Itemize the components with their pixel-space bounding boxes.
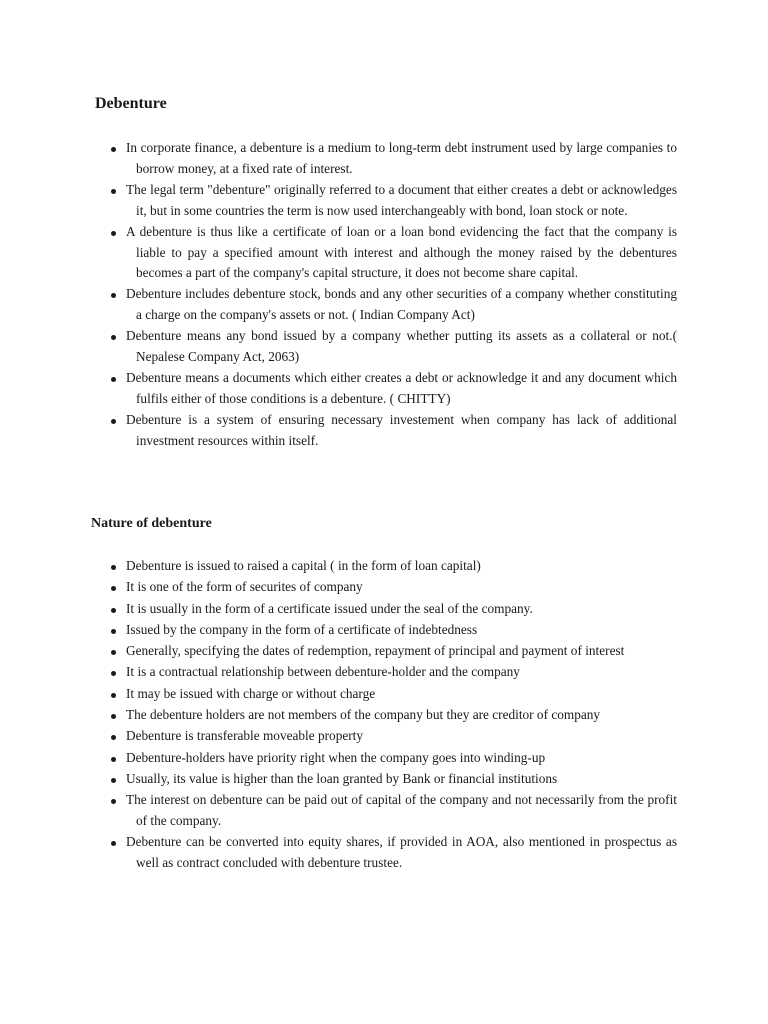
list-item-text: Usually, its value is higher than the loan granted by Bank or financial institutions [126, 770, 558, 786]
list-item-text: A debenture is thus like a certificate of loan or a loan bond evidencing the fact that the company is liable to pay a specified amount with interest and although the money raised by the debentures becomes a part of the company's capital structure, it does not become share capital. [126, 223, 677, 281]
bullet-icon [111, 586, 116, 591]
list-item-text: It is usually in the form of a certificate issued under the seal of the company. [126, 600, 533, 616]
list-item [0, 620, 677, 641]
bullet-icon [111, 565, 116, 570]
section-heading: Nature of debenture [91, 516, 212, 531]
bullet-icon [111, 714, 116, 719]
list-item [0, 180, 677, 222]
list-item-text: It is one of the form of securites of company [126, 579, 363, 595]
bullet-icon [111, 377, 116, 382]
nature-list [0, 556, 768, 874]
list-item [0, 662, 677, 683]
list-item [0, 556, 677, 577]
list-item [0, 326, 677, 368]
list-item [0, 222, 677, 284]
list-item [0, 832, 677, 874]
bullet-icon [111, 841, 116, 846]
list-item-text: Debenture means any bond issued by a company whether putting its assets as a collateral or not.( Nepalese Company Act, 2063) [126, 328, 677, 365]
list-item [0, 684, 677, 705]
list-item-text: Debenture is transferable moveable property [126, 728, 364, 744]
list-item [0, 368, 677, 410]
list-item [0, 748, 677, 769]
list-item [0, 705, 677, 726]
bullet-icon [111, 608, 116, 613]
document-title: Debenture [95, 95, 167, 112]
bullet-icon [111, 650, 116, 655]
bullet-icon [111, 757, 116, 762]
bullet-icon [111, 671, 116, 676]
list-item [0, 138, 677, 180]
bullet-icon [111, 189, 116, 194]
bullet-icon [111, 778, 116, 783]
definition-list [0, 138, 768, 452]
bullet-icon [111, 735, 116, 740]
list-item-text: Debenture means a documents which either creates a debt or acknowledge it and any document which fulfils either of those conditions is a debenture. ( CHITTY) [126, 370, 677, 407]
bullet-icon [111, 147, 116, 152]
list-item [0, 790, 677, 832]
bullet-icon [111, 799, 116, 804]
bullet-icon [111, 693, 116, 698]
list-item-text: In corporate finance, a debenture is a medium to long-term debt instrument used by large companies to borrow money, at a fixed rate of interest. [126, 140, 677, 176]
list-item-text: It is a contractual relationship between debenture-holder and the company [126, 664, 520, 680]
list-item-text: Issued by the company in the form of a certificate of indebtedness [126, 621, 478, 637]
bullet-icon [111, 293, 116, 298]
bullet-icon [111, 231, 116, 236]
list-item [0, 410, 677, 452]
list-item [0, 726, 677, 747]
bullet-icon [111, 335, 116, 340]
list-item-text: The legal term "debenture" originally referred to a document that either creates a debt or acknowledges it, but in some countries the term is now used interchangeably with bond, loan stock or note. [126, 181, 677, 218]
bullet-icon [111, 629, 116, 634]
bullet-icon [111, 419, 116, 424]
list-item [0, 599, 677, 620]
list-item-text: It may be issued with charge or without charge [126, 685, 376, 701]
list-item [0, 641, 677, 662]
list-item-text: Debenture-holders have priority right when the company goes into winding-up [126, 749, 546, 765]
list-item [0, 769, 677, 790]
list-item [0, 284, 677, 326]
list-item-text: Debenture is a system of ensuring necessary investement when company has lack of additional investment resources within itself. [126, 412, 677, 448]
list-item-text: The interest on debenture can be paid out of capital of the company and not necessarily from the profit of the company. [126, 792, 677, 829]
list-item-text: Generally, specifying the dates of redemption, repayment of principal and payment of interest [126, 643, 625, 659]
list-item-text: Debenture can be converted into equity shares, if provided in AOA, also mentioned in prospectus as well as contract concluded with debenture trustee. [126, 834, 677, 871]
list-item-text: Debenture is issued to raised a capital ( in the form of loan capital) [126, 558, 481, 573]
list-item-text: The debenture holders are not members of the company but they are creditor of company [126, 707, 601, 723]
list-item [0, 577, 677, 598]
list-item-text: Debenture includes debenture stock, bonds and any other securities of a company whether constituting a charge on the company's assets or not. ( Indian Company Act) [126, 286, 677, 323]
